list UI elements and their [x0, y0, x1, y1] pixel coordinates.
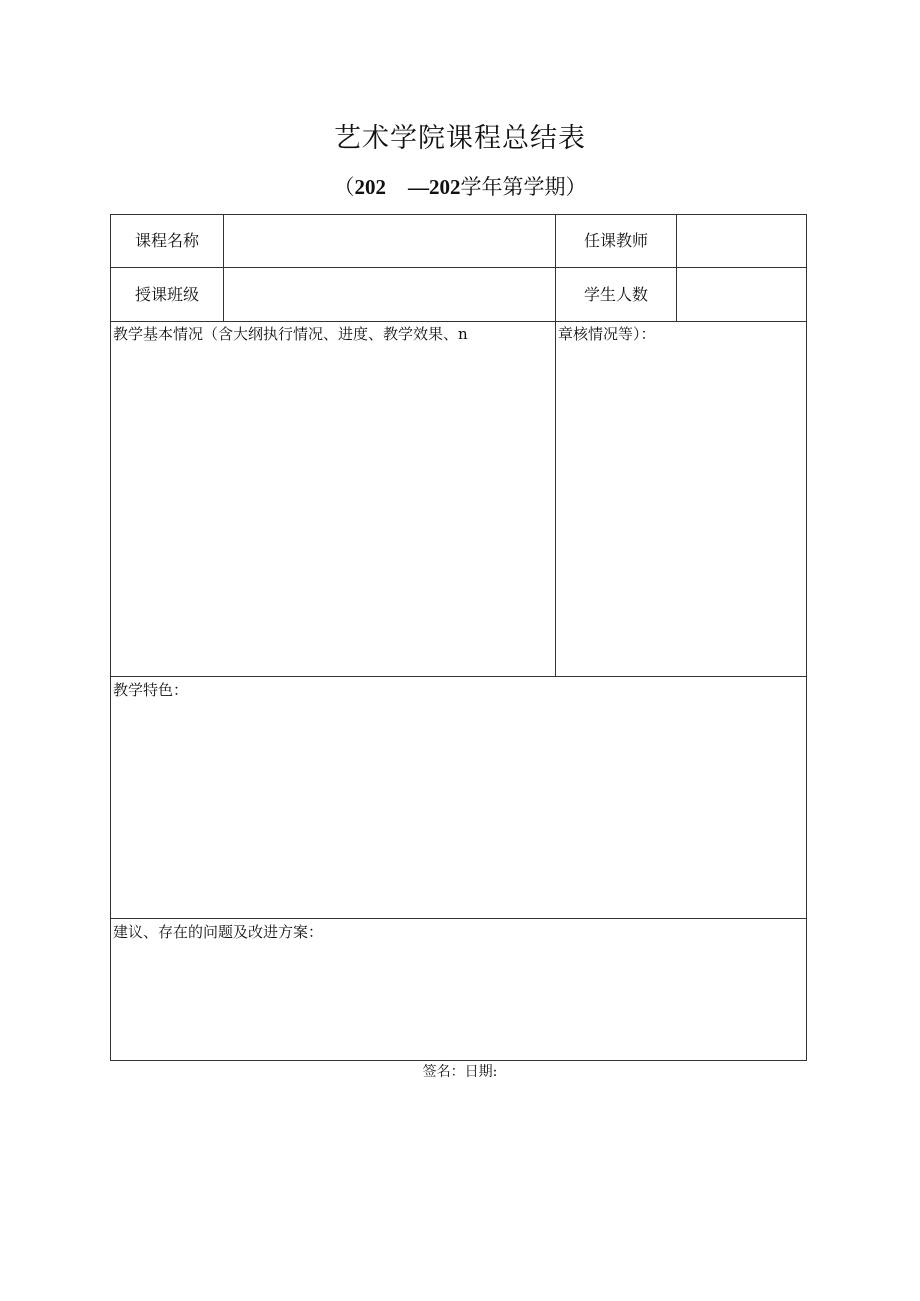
row-divider-4	[111, 918, 806, 919]
teaching-basic-situation-label: 教学基本情况（含大纲执行情况、进度、教学效果、n	[113, 325, 468, 343]
academic-term-line	[0, 173, 920, 201]
student-count-field[interactable]	[677, 268, 806, 321]
course-summary-form	[110, 214, 807, 1061]
end-year: —202	[408, 175, 461, 199]
class-label: 授课班级	[134, 285, 199, 304]
row-divider-2	[111, 321, 806, 322]
teacher-field[interactable]	[677, 215, 806, 267]
teaching-basic-situation-label-continued: 章核情况等）：	[558, 325, 656, 343]
suggestions-label: 建议、存在的问题及改进方案：	[113, 923, 324, 941]
start-year: 202	[354, 175, 386, 199]
signature-date-line: 签名：日期:	[422, 1064, 498, 1080]
class-field[interactable]	[224, 268, 555, 321]
row-divider-3	[111, 676, 806, 677]
course-name-label: 课程名称	[134, 231, 199, 250]
teaching-features-label: 教学特色：	[113, 681, 189, 699]
course-name-field[interactable]	[224, 215, 555, 267]
open-paren: （	[333, 175, 355, 199]
term-text: 学年第学期）	[460, 175, 587, 199]
teacher-label: 任课教师	[583, 231, 648, 250]
page-title: 艺术学院课程总结表	[334, 123, 586, 154]
student-count-label: 学生人数	[583, 285, 648, 304]
